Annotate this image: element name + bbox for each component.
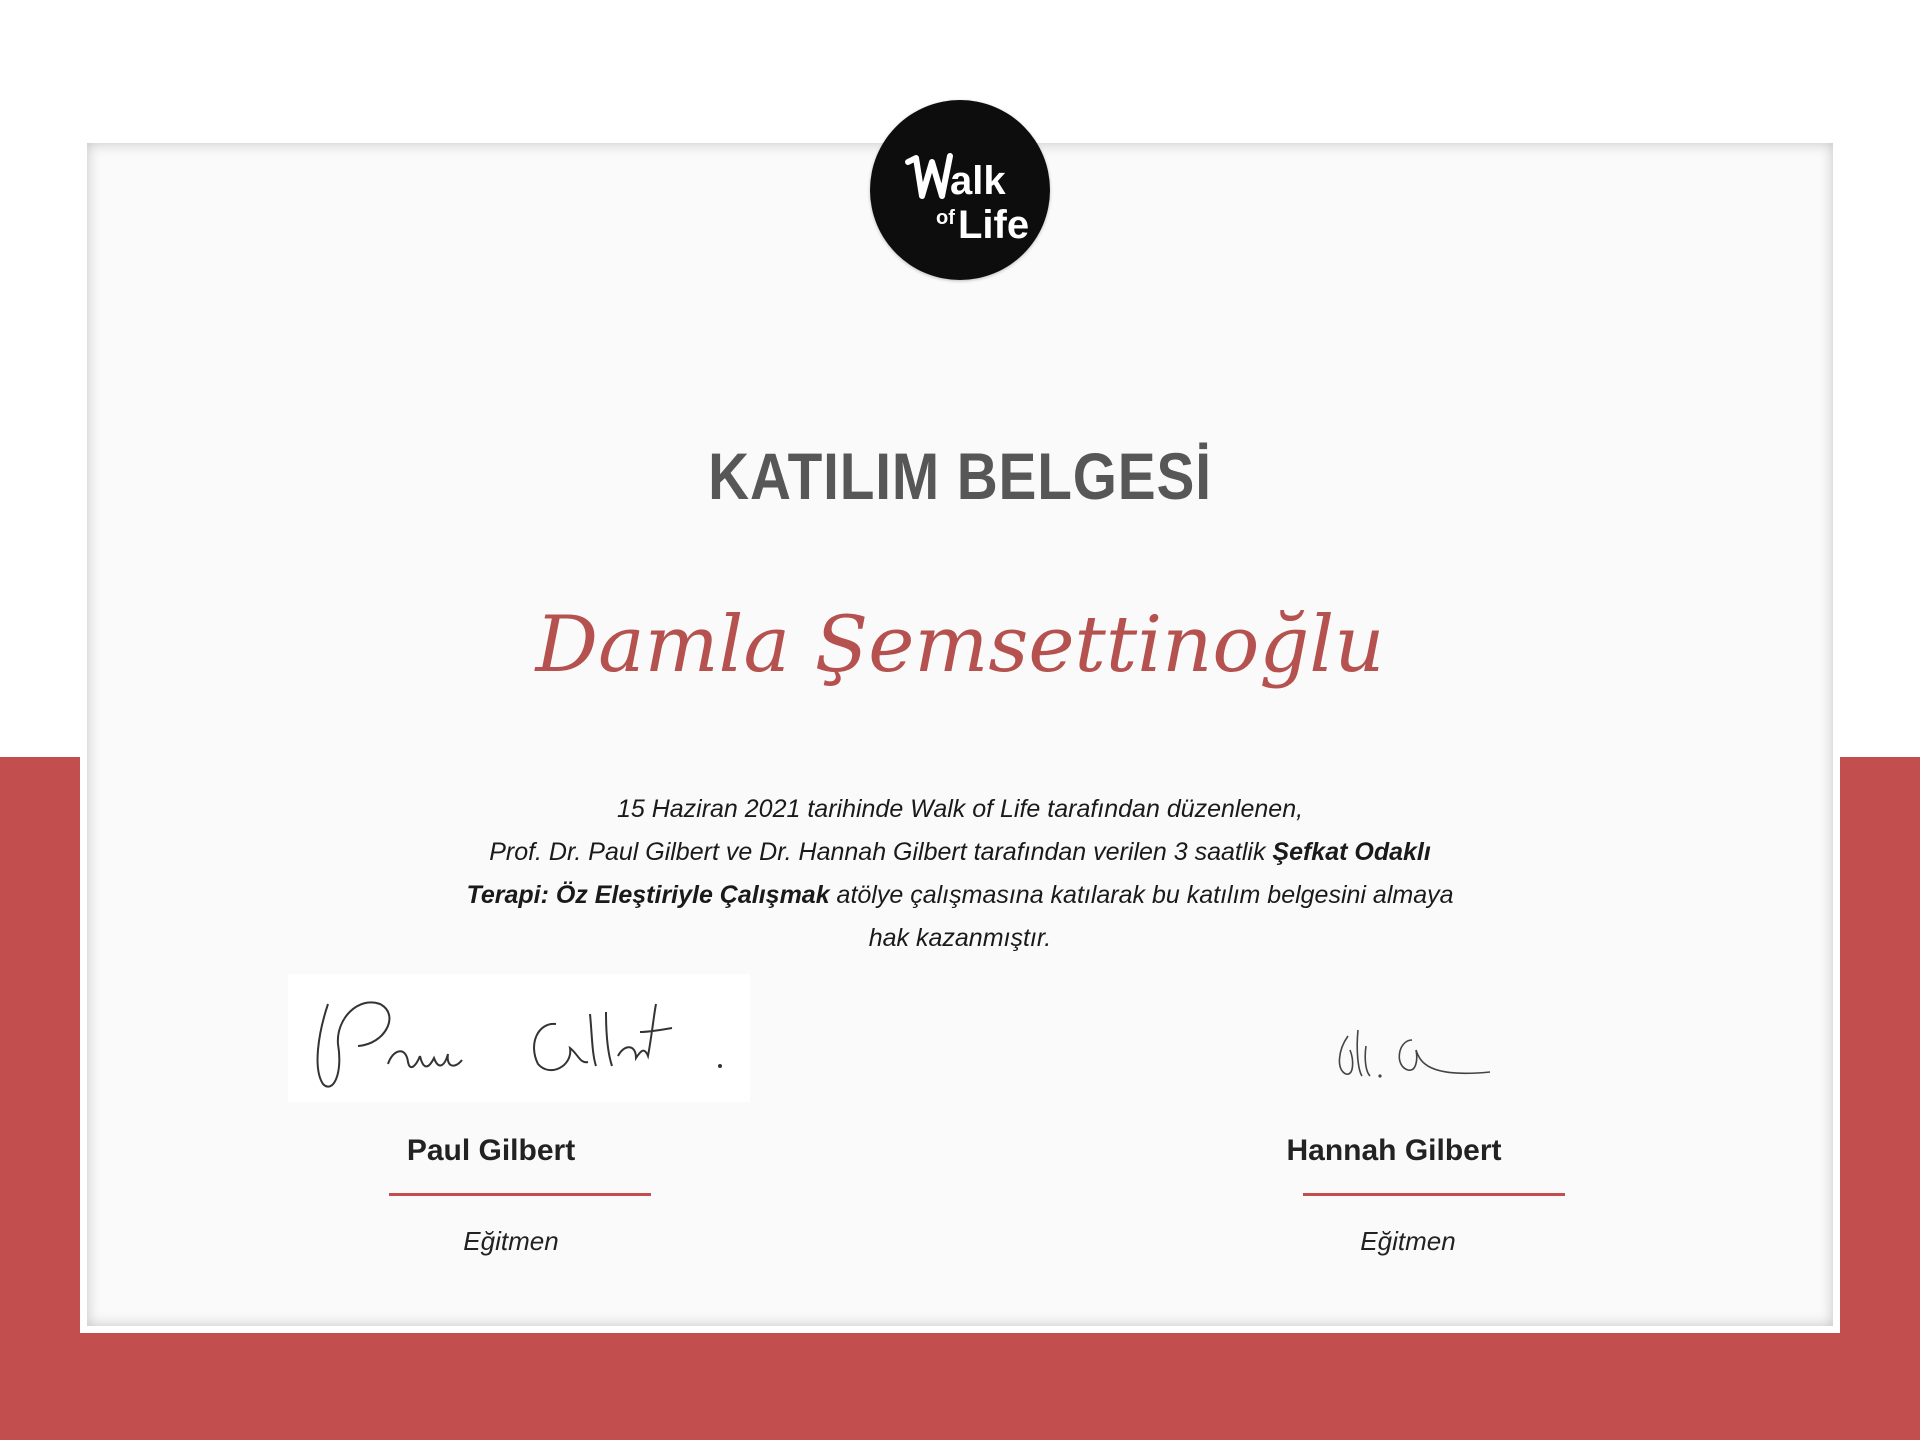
signer-underline-hannah-gilbert: [1303, 1193, 1565, 1196]
signer-name-hannah-gilbert: Hannah Gilbert: [1286, 1134, 1502, 1167]
svg-text:Life: Life: [958, 203, 1030, 247]
body-line-3b: atölye çalışmasına katılarak bu katılım belgesini almaya: [829, 881, 1454, 909]
body-line-4: hak kazanmıştır.: [868, 924, 1052, 952]
walk-of-life-logo: [870, 100, 1050, 280]
walk-of-life-logo-graphic: [870, 100, 1050, 280]
hannah-gilbert-signature: [1320, 1000, 1500, 1100]
certificate-title: KATILIM BELGESİ: [708, 439, 1212, 513]
svg-text:of: of: [936, 207, 955, 229]
signer-name-paul-gilbert: Paul Gilbert: [406, 1134, 576, 1167]
paul-gilbert-signature-strokes: [288, 974, 750, 1102]
certificate-body: [380, 788, 1540, 960]
body-line-2a: Prof. Dr. Paul Gilbert ve Dr. Hannah Gilbert tarafından verilen 3 saatlik: [489, 838, 1273, 866]
svg-text:alk: alk: [950, 159, 1006, 203]
body-line-1: 15 Haziran 2021 tarihinde Walk of Life tarafından düzenlenen,: [616, 795, 1304, 823]
signer-role-hannah-gilbert: Eğitmen: [1360, 1226, 1456, 1256]
recipient-name: Damla Şemsettinoğlu: [535, 600, 1385, 690]
signer-underline-paul-gilbert: [389, 1193, 651, 1196]
workshop-title-part-1: Şefkat Odaklı: [1272, 838, 1431, 866]
signer-role-paul-gilbert: Eğitmen: [463, 1226, 559, 1256]
workshop-title-part-2: Terapi: Öz Eleştiriyle Çalışmak: [466, 881, 830, 909]
paul-gilbert-signature: [288, 974, 750, 1102]
hannah-gilbert-signature-strokes: [1320, 1000, 1500, 1100]
